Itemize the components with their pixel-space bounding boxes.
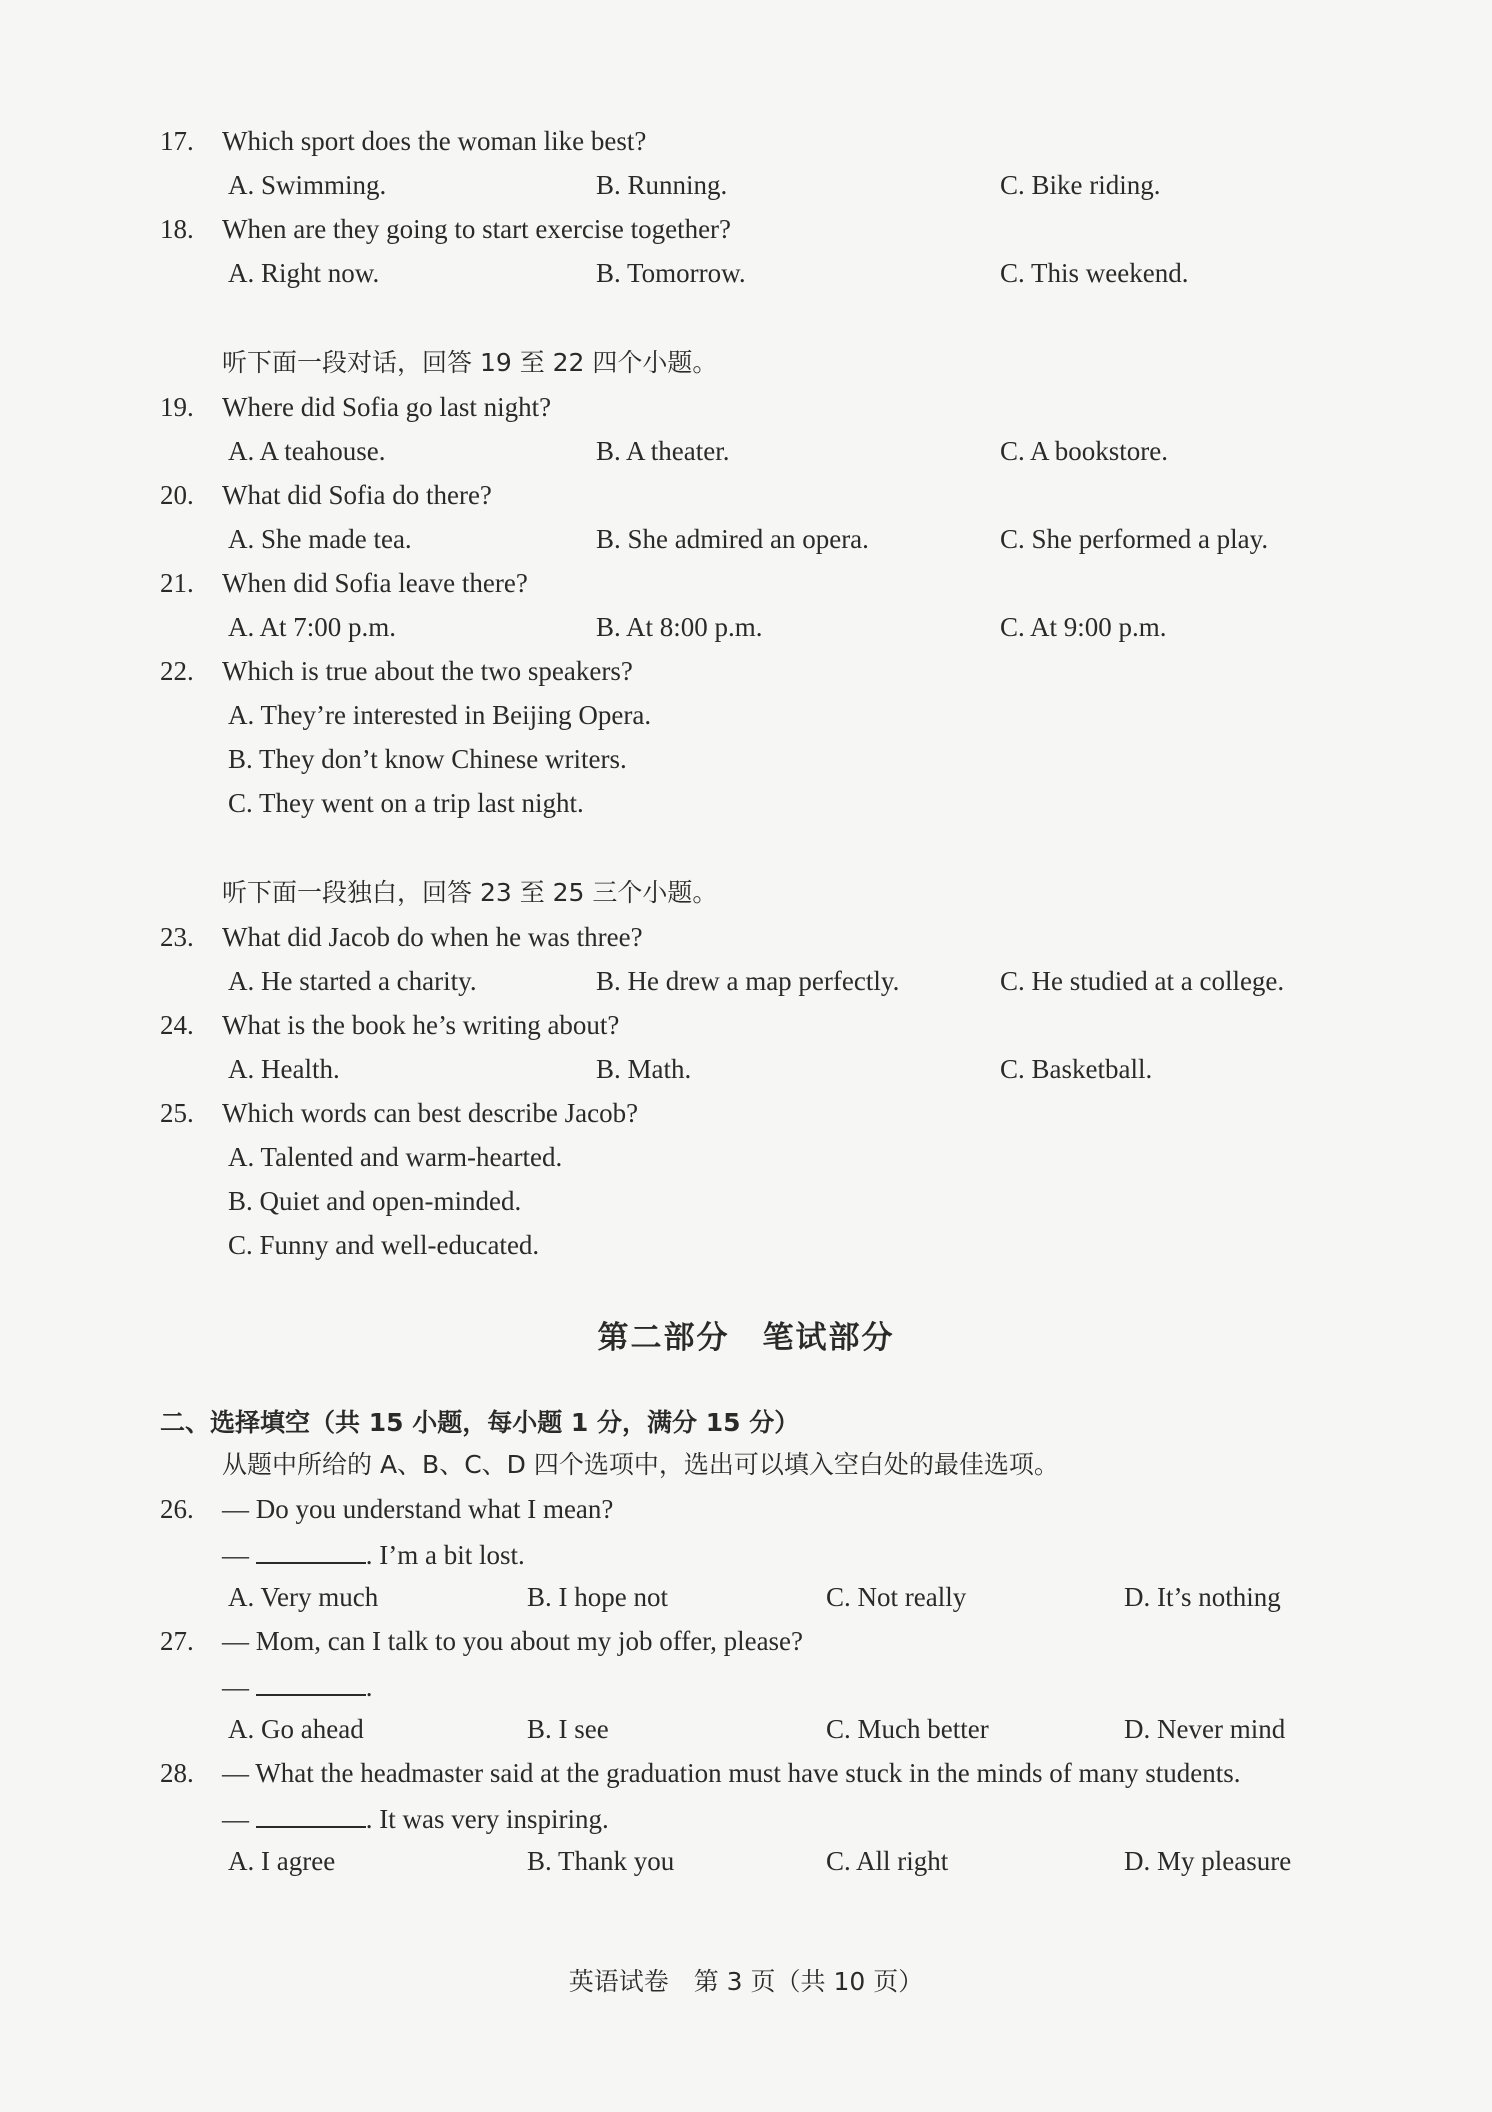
option-a: A. A teahouse. [228, 436, 386, 466]
option-d: D. My pleasure [1124, 1846, 1292, 1876]
question-text: Where did Sofia go last night? [222, 392, 552, 422]
option-c: C. They went on a trip last night. [228, 788, 584, 818]
option-a: A. Swimming. [228, 170, 387, 200]
answer-blank [256, 1800, 366, 1828]
answer-line [222, 1536, 525, 1572]
section-heading: 二、选择填空（共 15 小题，每小题 1 分，满分 15 分） [160, 1408, 800, 1437]
option-a: A. She made tea. [228, 524, 412, 554]
option-a: A. I agree [228, 1846, 336, 1876]
question-text: What is the book he’s writing about? [222, 1010, 620, 1040]
question-number: 18. [160, 214, 194, 244]
answer-blank [256, 1668, 366, 1696]
dialogue-continuation: . It was very inspiring. [365, 1804, 609, 1834]
option-c: C. Basketball. [1000, 1054, 1153, 1084]
listening-instruction: 听下面一段对话，回答 19 至 22 四个小题。 [222, 348, 718, 377]
option-a: A. Right now. [228, 258, 380, 288]
option-c: C. Bike riding. [1000, 170, 1161, 200]
option-a: A. At 7:00 p.m. [228, 612, 397, 642]
question-number: 21. [160, 568, 194, 598]
question-number: 24. [160, 1010, 194, 1040]
question-number: 27. [160, 1626, 194, 1656]
dialogue-line: — Do you understand what I mean? [222, 1494, 614, 1524]
dash: — [222, 1672, 249, 1702]
option-d: D. It’s nothing [1124, 1582, 1281, 1612]
section-instruction: 从题中所给的 A、B、C、D 四个选项中，选出可以填入空白处的最佳选项。 [222, 1450, 1059, 1479]
option-a: A. Talented and warm-hearted. [228, 1142, 563, 1172]
option-b: B. She admired an opera. [596, 524, 869, 554]
part-title: 第二部分 笔试部分 [597, 1320, 895, 1356]
question-text: Which sport does the woman like best? [222, 126, 647, 156]
dialogue-continuation: . [365, 1672, 373, 1702]
option-a: A. He started a charity. [228, 966, 477, 996]
answer-line [222, 1668, 373, 1704]
answer-blank [256, 1536, 366, 1564]
dialogue-continuation: . I’m a bit lost. [365, 1540, 525, 1570]
option-b: B. At 8:00 p.m. [596, 612, 763, 642]
question-number: 23. [160, 922, 194, 952]
question-text: What did Jacob do when he was three? [222, 922, 643, 952]
option-b: B. Thank you [527, 1846, 675, 1876]
option-a: A. Health. [228, 1054, 340, 1084]
option-a: A. They’re interested in Beijing Opera. [228, 700, 652, 730]
listening-instruction: 听下面一段独白，回答 23 至 25 三个小题。 [222, 878, 718, 907]
question-number: 19. [160, 392, 194, 422]
option-c: C. A bookstore. [1000, 436, 1169, 466]
option-d: D. Never mind [1124, 1714, 1286, 1744]
question-number: 20. [160, 480, 194, 510]
option-c: C. All right [826, 1846, 949, 1876]
option-b: B. I see [527, 1714, 609, 1744]
option-b: B. Quiet and open-minded. [228, 1186, 522, 1216]
option-a: A. Very much [228, 1582, 379, 1612]
question-text: Which is true about the two speakers? [222, 656, 633, 686]
question-number: 22. [160, 656, 194, 686]
dialogue-line: — What the headmaster said at the graduation must have stuck in the minds of many students. [222, 1758, 1241, 1788]
question-number: 26. [160, 1494, 194, 1524]
option-c: C. Not really [826, 1582, 967, 1612]
dash: — [222, 1804, 249, 1834]
question-number: 17. [160, 126, 194, 156]
option-c: C. This weekend. [1000, 258, 1189, 288]
option-b: B. A theater. [596, 436, 730, 466]
question-text: When are they going to start exercise together? [222, 214, 732, 244]
answer-line [222, 1800, 609, 1836]
option-c: C. She performed a play. [1000, 524, 1269, 554]
option-c: C. He studied at a college. [1000, 966, 1285, 996]
option-b: B. Math. [596, 1054, 692, 1084]
option-c: C. Funny and well-educated. [228, 1230, 540, 1260]
option-c: C. At 9:00 p.m. [1000, 612, 1167, 642]
question-text: Which words can best describe Jacob? [222, 1098, 639, 1128]
option-a: A. Go ahead [228, 1714, 364, 1744]
option-c: C. Much better [826, 1714, 989, 1744]
option-b: B. He drew a map perfectly. [596, 966, 900, 996]
option-b: B. I hope not [527, 1582, 668, 1612]
question-text: What did Sofia do there? [222, 480, 492, 510]
question-text: When did Sofia leave there? [222, 568, 528, 598]
option-b: B. They don’t know Chinese writers. [228, 744, 627, 774]
option-b: B. Running. [596, 170, 728, 200]
question-number: 28. [160, 1758, 194, 1788]
question-number: 25. [160, 1098, 194, 1128]
dialogue-line: — Mom, can I talk to you about my job offer, please? [222, 1626, 804, 1656]
dash: — [222, 1540, 249, 1570]
option-b: B. Tomorrow. [596, 258, 746, 288]
page-footer: 英语试卷 第 3 页（共 10 页） [568, 1967, 924, 1996]
